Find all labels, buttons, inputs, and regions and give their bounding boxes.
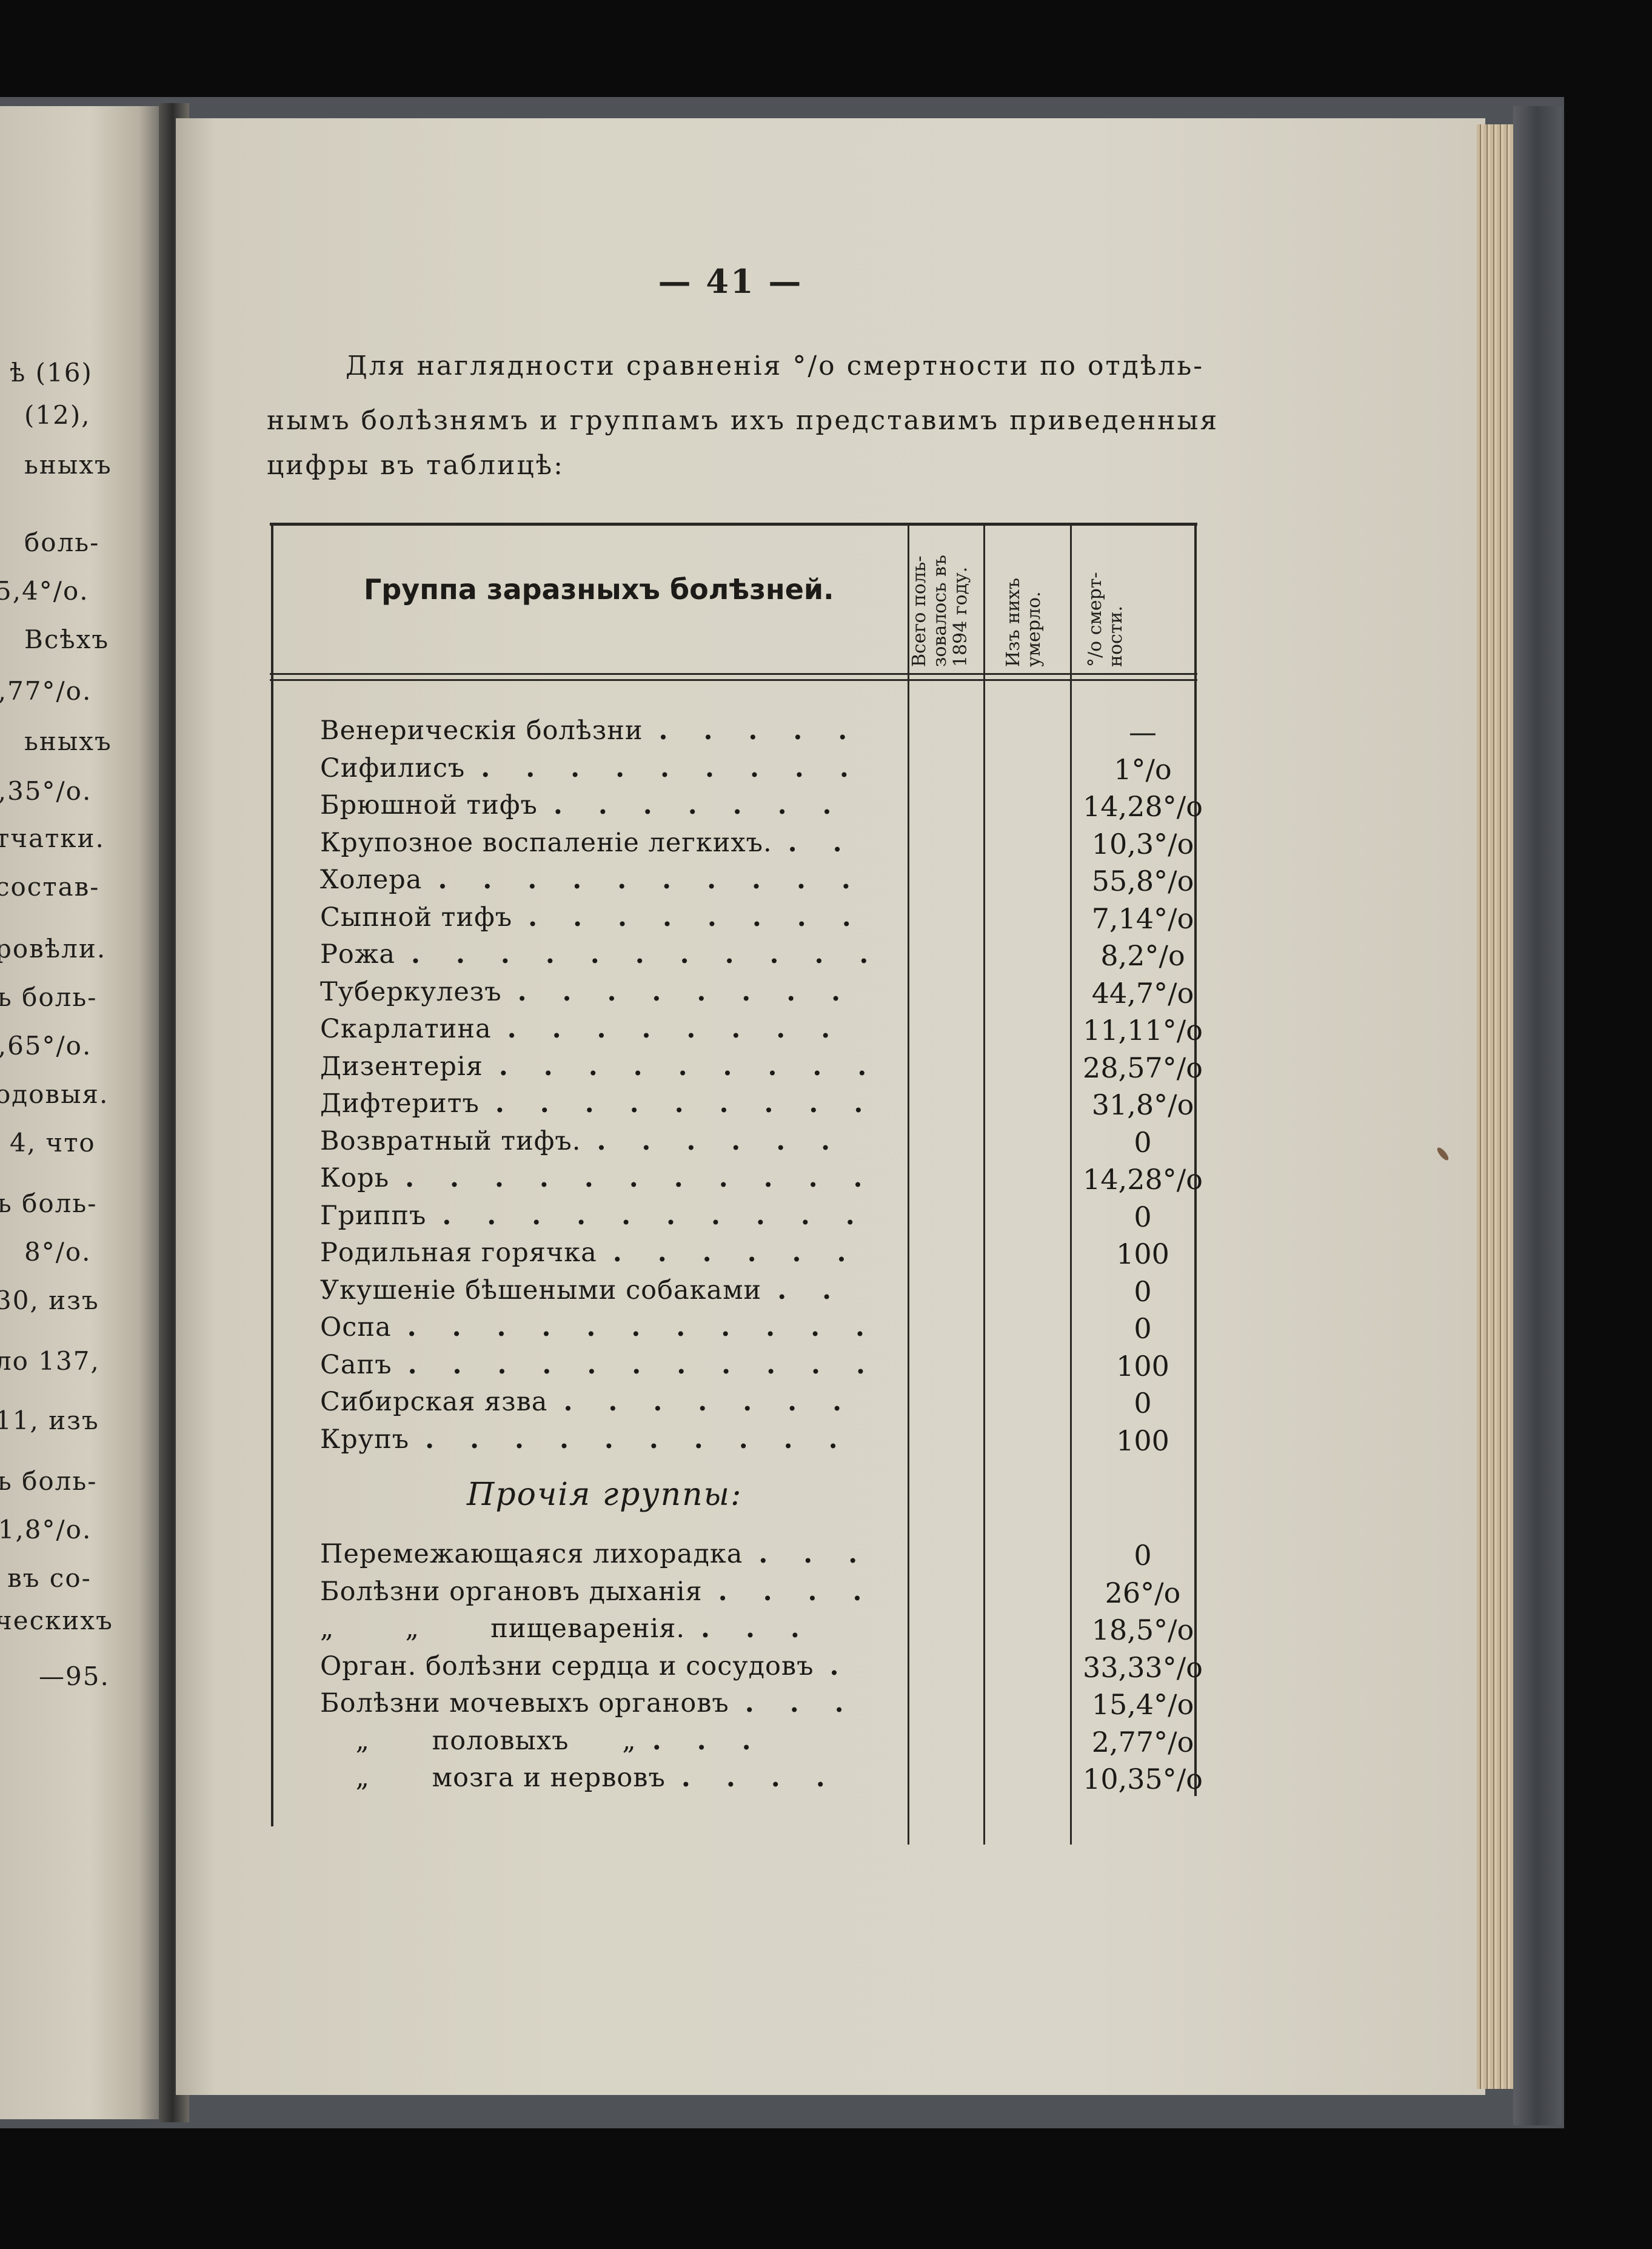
row-mortality-pct: 0 bbox=[1134, 1125, 1152, 1159]
row-mortality-pct: 28,57°/о bbox=[1083, 1051, 1203, 1084]
row-mortality-pct: 10,35°/о bbox=[1083, 1763, 1203, 1795]
row-name: „ половыхъ „ bbox=[320, 1725, 637, 1756]
row-mortality-pct: 33,33°/о bbox=[1083, 1651, 1203, 1684]
row-name: Крупъ bbox=[320, 1424, 410, 1455]
row-name: Сибирская язва bbox=[320, 1387, 548, 1417]
row-mortality-pct: 14,28°/о bbox=[1083, 790, 1203, 823]
row-leader-dots: . . . . . . bbox=[597, 1125, 844, 1156]
row-leader-dots: . . . . . . . . bbox=[517, 976, 854, 1007]
row-name: Болѣзни органовъ дыханія bbox=[320, 1576, 703, 1607]
row-leader-dots: . . . . . . . . . . bbox=[425, 1424, 851, 1455]
row-mortality-pct: 0 bbox=[1134, 1200, 1152, 1233]
row-leader-dots: . . . . . . bbox=[612, 1238, 860, 1268]
row-mortality-pct: 11,11°/о bbox=[1083, 1014, 1203, 1047]
row-mortality-pct: 8,2°/о bbox=[1100, 939, 1185, 972]
row-name: „ „ пищеваренія. bbox=[320, 1614, 686, 1644]
col-header-total bbox=[909, 555, 971, 667]
row-leader-dots: . . . . . . . . bbox=[507, 1014, 844, 1044]
col-header-died bbox=[1003, 578, 1045, 667]
row-leader-dots: . . . . bbox=[718, 1576, 875, 1607]
row-mortality-pct: 15,4°/о bbox=[1091, 1688, 1194, 1721]
row-name: Оспа bbox=[320, 1312, 392, 1342]
row-leader-dots: . . . . . . . . . . bbox=[442, 1200, 868, 1231]
row-name: Болѣзни мочевыхъ органовъ bbox=[320, 1688, 729, 1718]
col-header-total-line-2: зовалось въ bbox=[929, 555, 951, 667]
row-name: Туберкулезъ bbox=[320, 976, 502, 1007]
row-name: Сапъ bbox=[320, 1349, 392, 1380]
row-leader-dots: . . . bbox=[744, 1688, 857, 1718]
row-mortality-pct: 18,5°/о bbox=[1091, 1614, 1194, 1646]
column-divider-total-died bbox=[983, 523, 985, 1845]
row-leader-dots: . . . . . . . . . . . bbox=[405, 1163, 876, 1193]
group-header: Группа заразныхъ болѣзней. bbox=[364, 573, 834, 606]
row-leader-dots: . . . bbox=[758, 1539, 871, 1569]
row-mortality-pct: 2,77°/о bbox=[1091, 1725, 1194, 1758]
row-mortality-pct: 31,8°/о bbox=[1091, 1088, 1194, 1121]
row-leader-dots: . . . bbox=[652, 1725, 764, 1756]
row-leader-dots: . . . . . . . . bbox=[528, 902, 864, 933]
intro-line-3: цифры въ таблицѣ: bbox=[267, 450, 564, 481]
row-mortality-pct: 14,28°/о bbox=[1083, 1163, 1203, 1196]
row-name: Рожа bbox=[320, 939, 396, 970]
row-leader-dots: . . . . . . . . . bbox=[481, 752, 862, 783]
column-divider-total-left bbox=[908, 523, 909, 1845]
row-leader-dots: . . . . . . . . . bbox=[498, 1051, 880, 1082]
row-name: Крупозное воспаленіе легкихъ. bbox=[320, 827, 772, 858]
row-name: Скарлатина bbox=[320, 1014, 492, 1044]
col-header-pct bbox=[1085, 572, 1126, 667]
header-double-rule-1 bbox=[270, 673, 1197, 675]
intro-line-2: нымъ болѣзнямъ и группамъ ихъ представимъ приведенныя bbox=[267, 405, 1219, 436]
row-name: Холера bbox=[320, 865, 423, 895]
row-mortality-pct: 26°/о bbox=[1105, 1576, 1181, 1609]
row-leader-dots: . . . . . . . bbox=[563, 1387, 855, 1417]
row-leader-dots: . . . bbox=[701, 1614, 813, 1644]
row-leader-dots: . . . . . . . . . . bbox=[438, 865, 864, 895]
row-leader-dots: . . . . . bbox=[658, 716, 861, 746]
table-left-border bbox=[271, 523, 273, 1826]
row-mortality-pct: 1°/о bbox=[1114, 752, 1172, 786]
row-leader-dots: . . . . . . . . . bbox=[495, 1088, 877, 1119]
row-leader-dots: . . bbox=[777, 1275, 845, 1305]
row-leader-dots: . . . . . . . . . . . bbox=[407, 1312, 878, 1342]
row-mortality-pct: — bbox=[1129, 716, 1157, 748]
row-name: Орган. болѣзни сердца и сосудовъ bbox=[320, 1651, 814, 1681]
col-header-total-line-3: 1894 году. bbox=[950, 566, 971, 667]
row-mortality-pct: 0 bbox=[1134, 1275, 1152, 1308]
col-header-pct-line-2: ности. bbox=[1105, 606, 1126, 667]
row-leader-dots: . . . . . . . . . . . bbox=[407, 1349, 878, 1380]
page-edges bbox=[1477, 124, 1513, 2089]
table-top-rule bbox=[270, 523, 1197, 526]
page-number: — 41 — bbox=[658, 262, 803, 301]
col-header-total-line-1: Всего поль- bbox=[909, 555, 930, 667]
other-groups-header: Прочія группы: bbox=[467, 1476, 743, 1513]
row-name: Венерическія болѣзни bbox=[320, 716, 643, 746]
col-header-died-line-2: умерло. bbox=[1023, 591, 1045, 667]
row-mortality-pct: 0 bbox=[1134, 1312, 1152, 1345]
row-mortality-pct: 100 bbox=[1116, 1238, 1169, 1270]
row-name: Дифтеритъ bbox=[320, 1088, 480, 1119]
row-name: Сифилисъ bbox=[320, 752, 466, 783]
row-mortality-pct: 0 bbox=[1134, 1387, 1152, 1419]
header-double-rule-2 bbox=[270, 679, 1197, 681]
row-name: Перемежающаяся лихорадка bbox=[320, 1539, 743, 1569]
row-name: Возвратный тифъ. bbox=[320, 1125, 581, 1156]
row-leader-dots: . . bbox=[788, 827, 855, 858]
intro-line-1: Для наглядности сравненія °/о смертности по отдѣль- bbox=[346, 350, 1205, 381]
row-mortality-pct: 100 bbox=[1116, 1349, 1169, 1383]
row-leader-dots: . bbox=[829, 1651, 852, 1681]
row-name: Дизентерія bbox=[320, 1051, 483, 1082]
row-mortality-pct: 100 bbox=[1116, 1424, 1169, 1457]
row-name: Родильная горячка bbox=[320, 1238, 597, 1268]
col-header-died-line-1: Изъ нихъ bbox=[1003, 577, 1024, 667]
row-leader-dots: . . . . bbox=[681, 1763, 838, 1793]
row-mortality-pct: 10,3°/о bbox=[1091, 827, 1194, 860]
row-name: „ мозга и нервовъ bbox=[320, 1763, 666, 1793]
row-name: Корь bbox=[320, 1163, 390, 1193]
row-mortality-pct: 7,14°/о bbox=[1091, 902, 1194, 935]
row-mortality-pct: 55,8°/о bbox=[1091, 865, 1194, 897]
row-leader-dots: . . . . . . . bbox=[553, 790, 845, 820]
row-mortality-pct: 0 bbox=[1134, 1539, 1152, 1572]
col-header-pct-line-1: °/о смерт- bbox=[1085, 572, 1106, 667]
row-name: Брюшной тифъ bbox=[320, 790, 538, 820]
row-name: Гриппъ bbox=[320, 1200, 427, 1231]
row-name: Сыпной тифъ bbox=[320, 902, 513, 933]
row-leader-dots: . . . . . . . . . . . bbox=[411, 939, 882, 970]
row-mortality-pct: 44,7°/о bbox=[1091, 976, 1194, 1010]
book-board-edge bbox=[1513, 106, 1562, 2125]
row-name: Укушеніе бѣшеными собаками bbox=[320, 1275, 762, 1305]
